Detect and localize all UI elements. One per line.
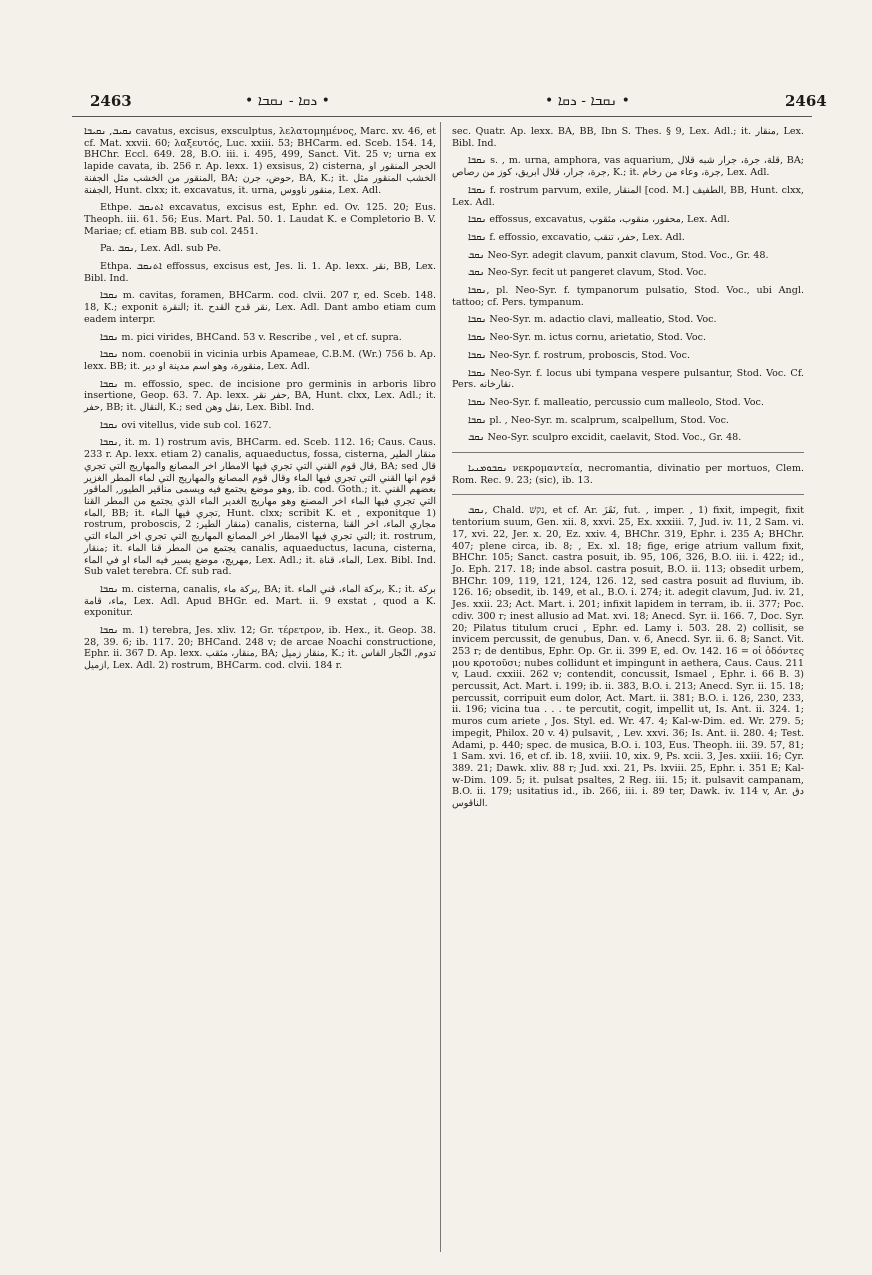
dictionary-entry: sec. Quatr. Ap. lexx. BA, BB, Ibn S. Thes. § 9, Lex. Adl.; it. منقار, Lex. Bibl. Ind. [452,126,804,149]
dictionary-entry: ܢܩܒܐ, it. m. 1) rostrum avis, BHCarm. ed. Sceb. 112. 16; Caus. Caus. 233 r. Ap. lexx. etiam 2) canalis, aquaeductus, fossa, cisterna, منقار الطير قال قوم القني التي تجري فيها الامطار اخر المصانع والمهاريج التي تجري, BA; sed قال قوم انها القني التي تجري فيها الماء وقال قوم المصانع والمهاريج التي لماء المطر الغزير وهو موضع يجتمع فيه ويسمى مناقير الطيور, الماقور, ib. cod. Goth.; it. بعضهم القني التي تجري فيها الماء اخر المصنع وهو مهاريج الغدير الماء الذي يجتمع من المطر القنا الماء, BB; it. تجري فيها الماء, Hunt. clxx; scribit K. et , exponitque 1) rostrum, proboscis, منقار الطير; 2) canalis, cisterna, مجاري الماء، اخر القنا التي تجري فيها الامطار اخر المصانع المهاريج التي تجري اخر الماء التي; it. rostrum, منقار; it. يجتمع من المطر قنا الماء canalis, aquaeductus, lacuna, cisterna, مهريج، موضع يسير فيه الماء او في الماء, Lex. Adl.; it. الماء، قناة, Lex. Bibl. Ind. Sub valet terebra. Cf. sub rad. [84,437,437,578]
dictionary-entry: ܢܩܒܐ s. , m. urna, amphora, vas aquarium, قلة، جرة، جرار شبه قلال, BA; جرة، جرار، قلال ابريق، كوز من رصاص, K.; it. جرة، وعاء من رخام, Lex. Adl. [452,155,804,179]
dictionary-entry: ܢܩܒܐ f. rostrum parvum, exile, المنقار [cod. M.] الطفيف, BB, Hunt. clxx, Lex. Adl. [452,184,804,208]
dictionary-entry: ܢܩܒܐ Neo-Syr. f. rostrum, proboscis, Stod. Voc. [468,349,690,361]
column-divider [440,122,441,1252]
dictionary-entry: ܢܩܒܐ m. cisterna, canalis, بركة ماء, BA; it. بركة الماء، قني الماء, K.; it. بركة ماء، قامة, Lex. Adl. Apud BHGr. ed. Mart. ii. 9 exstat , quod a K. exponitur. [84,583,436,619]
dictionary-entry: ܢܩܒܐ Neo-Syr. m. adactio clavi, malleatio, Stod. Voc. [468,314,717,326]
dictionary-entry: ܢܩܒ Neo-Syr. adegit clavum, panxit clavum, Stod. Voc., Gr. 48. [468,249,769,261]
running-title-right: • ܢܩܒܐ - ܖܩܐ • [545,93,630,109]
dictionary-entry: Pa. ܢܩܒ, Lex. Adl. sub Pe. [100,243,222,255]
section-rule [452,494,804,495]
dictionary-entry: ܢܩܒܐ Neo-Syr. f. locus ubi tympana vespere pulsantur, Stod. Voc. Cf. Pers. نقارخانه. [452,367,804,391]
dictionary-entry: ܢܩܒܐ f. effossio, excavatio, حفر، تنقب, Lex. Adl. [468,231,685,243]
dictionary-entry: ܢܩܒܐ m. 1) terebra, Jes. xliv. 12; Gr. τέρετρον, ib. Hex., it. Geop. 38. 28, 39. 6; ib. 117. 20; BHCand. 248 v; de arcae Noachi constructione, Ephr. ii. 367 D. Ap. lexx. منقار، مثقب, BA; منقار زميل, K.; it. تدوم, النّجار الفاس ازميل, Lex. Adl. 2) rostrum, BHCarm. cod. clvii. 184 r. [84,625,436,672]
dictionary-entry: ܢܩܝܒ, ܢܩܝܒܐ cavatus, excisus, exsculptus, λελατομημένος, Marc. xv. 46, et cf. Mat. xxvii. 60; λαξευτός, Luc. xxiii. 53; BHCarm. ed. Sceb. 154. 14, BHChr. Eccl. 649. 28, B.O. iii. i. 495, 499, Sanct. Vit. 25 v; urna ex lapide cavata, ib. 256 r. Ap. lexx. 1) exsisus, 2) cisterna, الحجر المنقور او المنقور من الخشب مثل الجفنة, BA; حوض، جرن, BA, K.; it. الخشب المنقور مثل الجفنة, Hunt. clxx; it. excavatus, it. urna, منقور ناووس, Lex. Adl. [84,126,437,196]
running-title-left: • ܖܩܐ - ܢܩܒܐ • [245,93,330,109]
header-rule [72,116,812,117]
dictionary-entry: Ethpe. ܐܬܢܩܒ excavatus, excisus est, Ephr. ed. Ov. 125. 20; Eus. Theoph. iii. 61. 56; Eus. Mart. Pal. 50. 1. Laudat K. e Completorio B. V. Mariae; cf. etiam BB. sub col. 2451. [84,202,436,237]
page-number-right: 2464 [785,92,827,110]
dictionary-entry: ܢܩܒܐ pl. , Neo-Syr. m. scalprum, scalpellum, Stod. Voc. [468,414,729,426]
dictionary-entry: ܢܩܒܐ Neo-Syr. f. malleatio, percussio cum malleolo, Stod. Voc. [468,396,764,408]
dictionary-entry: ܢܩܒܐ ovi vitellus, vide sub col. 1627. [100,419,272,431]
dictionary-entry: ܢܩܒܐ m. effossio, spec. de incisione pro germinis in arboris libro insertione, Geop. 63. 7. Ap. lexx. حفر نقر, BA, Hunt. clxx, Lex. Adl.; it. حفر, BB; it. النقال, K.; sed نقل وهن, Lex. Bibl. Ind. [84,378,436,414]
section-rule [452,452,804,453]
dictionary-entry: ܢܩܒ, Chald. נקשׁ, et cf. Ar. نَقَزَ, fut. , imper. , 1) fixit, impegit, fixit tentorium suum, Gen. xii. 8, xxvi. 25, Ex. xxxiii. 7, Jud. iv. 11, 2 Sam. vi. 17, xvi. 22, Jer. x. 20, Ez. xxiv. 4, BHChr. 319, Ephr. i. 235 A; BHChr. 407; plene circa, ib. 8; , Ex. xl. 18; fige, erige atrium vallum fixit, BHChr. 105; Sanct. castra posuit, ib. 95, 106, 326, B.O. iii. i. 422; id., Jo. Eph. 217. 18; inde absol. castra posuit, B.O. ii. 113; obsedit urbem, BHChr. 109, 119, 121, 124, 126. 12, sed castra posuit ad fluvium, ib. 126. 16; obsedit, ib. 149, et al., B.O. i. 274; it. adegit clavum, Jud. iv. 21, Jes. xxii. 23; Act. Mart. i. 201; infixit lapidem in terram, ib. ii. 377; Poc. cdiv. 300 r; inest allusio ad Mat. xvi. 18; Anecd. Syr. ii. 166. 7, Doc. Syr. 20; Pilatus titulum cruci , Ephr. ed. Lamy i. 503. 28. 2) collisit, se invicem percussit, de genubus, Dan. v. 6, Anecd. Syr. ii. 6. 8; Sanct. Vit. 253 r; de dentibus, Ephr. Op. Gr. ii. 399 E, ed. Ov. 142. 16 = οἱ ὀδόντες μου κροτοῦσι; nubes collidunt et impingunt in aethera, Caus. Caus. 211 v, Laud. cxxiii. 262 v; contendit, concussit, Ismael , Ephr. i. 66 B. 3) percussit, Act. Mart. i. 199; ib. ii. 383, B.O. i. 213; Anecd. Syr. ii. 15. 18; percussit, corripuit eum dolor, Act. Mart. ii. 381; B.O. i. 126, 230, 233, ii. 196; vicina tua . . . te percutit, cogit, impellit ut, Is. Ant. ii. 324. 1; muros cum ariete , Jos. Styl. ed. Wr. 47. 4; Kal-w-Dim. ed. Wr. 279. 5; impegit, Philox. 20 v. 4) pulsavit, , Lev. xxvi. 36; Is. Ant. ii. 280. 4; Test. Adami, p. 440; spec. de musica, B.O. i. 103, Eus. Theoph. iii. 39. 57, 81; 1 Sam. xvi. 16, et cf. ib. 18, xviii. 10, xix. 9, Ps. xcii. 3, Jes. xxiii. 16; Cyr. 389. 21; Dawk. xliv. 88 r; Jud. xxi. 21, Ps. lxviii. 25, Ephr. i. 351 E; Kal-w-Dim. 109. 5; it. pulsat psaltes, 2 Reg. iii. 15; it. pulsavit campanam, B.O. ii. 179; usitatius id., ib. 266, iii. i. 89 ter, Dawk. iv. 114 v, Ar. دق الناقوس. [452,505,804,810]
dictionary-entry: ܢܩܒܘܡܢܝܐ νεκρομαντεία, necromantia, divinatio per mortuos, Clem. Rom. Rec. 9. 23; (sic), ib. 13. [452,463,804,486]
left-column [84,126,436,678]
dictionary-entry: Ethpa. ܐܬܢܩܒ effossus, excisus est, Jes. li. 1. Ap. lexx. نقر, BB, Lex. Bibl. Ind. [84,261,436,284]
dictionary-entry: ܢܩܒܐ m. cavitas, foramen, BHCarm. cod. clvii. 207 r, ed. Sceb. 148. 18, K.; exponit النقرة; it. نقر قدح القدح, Lex. Adl. Dant ambo etiam cum eadem interpr. [84,290,436,325]
dictionary-entry: ܢܩܒܐ nom. coenobii in vicinia urbis Apameae, C.B.M. (Wr.) 756 b. Ap. lexx. BB; it. منقورة، وهو اسم مدينة او دير, Lex. Adl. [84,349,436,372]
dictionary-entry: ܢܩܒ Neo-Syr. sculpro excidit, caelavit, Stod. Voc., Gr. 48. [468,432,742,444]
dictionary-entry: ܢܩܒܐ Neo-Syr. m. ictus cornu, arietatio, Stod. Voc. [468,332,707,344]
dictionary-entry: ܢܩܒܐ effossus, excavatus, محفور، منقوب، مثقوب, Lex. Adl. [468,214,730,226]
page-number-left: 2463 [90,92,132,110]
right-column [452,126,804,816]
dictionary-entry: ܢܩܒܐ, pl. Neo-Syr. f. tympanorum pulsatio, Stod. Voc., ubi Angl. tattoo; cf. Pers. tympanum. [452,285,804,308]
page-header [0,0,872,110]
dictionary-entry: ܢܩܒܐ m. pici virides, BHCand. 53 v. Rescribe , vel , et cf. supra. [100,331,402,343]
dictionary-entry: ܢܩܒ Neo-Syr. fecit ut pangeret clavum, Stod. Voc. [468,267,707,279]
